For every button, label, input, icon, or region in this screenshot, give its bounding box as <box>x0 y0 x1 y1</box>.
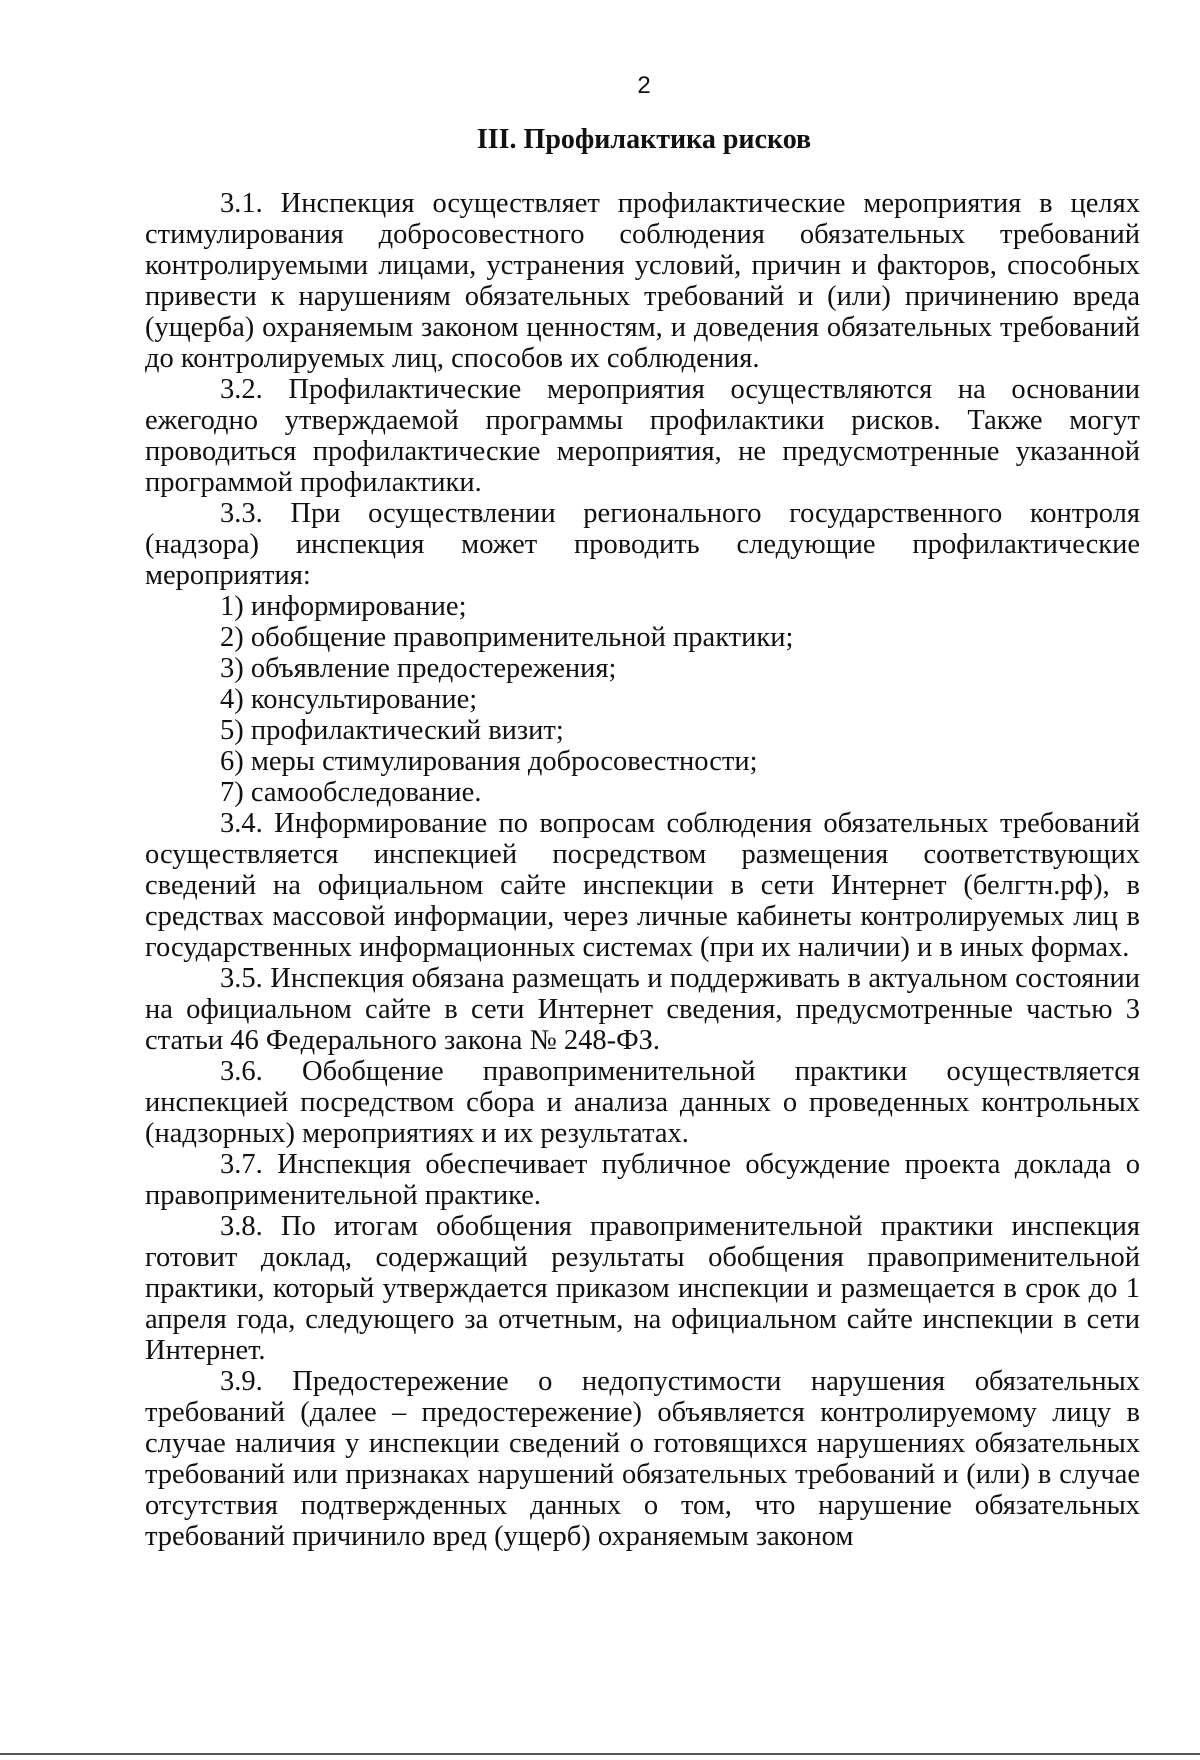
list-item: 4) консультирование; <box>220 684 478 715</box>
paragraph-3-9: 3.9. Предостережение о недопустимости нарушения обязательных требований (далее – предостережение) объявляется контролируемому лицу в случае наличия у инспекции сведений о готовящихся нарушениях обязательных требований или признаках нарушений обязательных требований и (или) в случае отсутствия подтвержденных данных о том, что нарушение обязательных требований причинило вред (ущерб) охраняемым законом <box>145 1366 1140 1552</box>
paragraph-3-7: 3.7. Инспекция обеспечивает публичное обсуждение проекта доклада о правоприменительной практике. <box>145 1149 1140 1211</box>
list-item: 3) объявление предостережения; <box>220 653 617 684</box>
list-item: 5) профилактический визит; <box>220 715 564 746</box>
paragraph-3-8: 3.8. По итогам обобщения правоприменительной практики инспекция готовит доклад, содержащий результаты обобщения правоприменительной практики, который утверждается приказом инспекции и размещается в срок до 1 апреля года, следующего за отчетным, на официальном сайте инспекции в сети Интернет. <box>145 1211 1140 1366</box>
list-item: 2) обобщение правоприменительной практики; <box>220 622 794 653</box>
paragraph-3-4: 3.4. Информирование по вопросам соблюдения обязательных требований осуществляется инспекцией посредством размещения соответствующих сведений на официальном сайте инспекции в сети Интернет (белгтн.рф), в средствах массовой информации, через личные кабинеты контролируемых лиц в государственных информационных системах (при их наличии) и в иных формах. <box>145 808 1140 963</box>
page-number: 2 <box>637 72 651 99</box>
paragraph-3-6: 3.6. Обобщение правоприменительной практики осуществляется инспекцией посредством сбора и анализа данных о проведенных контрольных (надзорных) мероприятиях и их результатах. <box>145 1056 1140 1149</box>
paragraph-3-3: 3.3. При осуществлении регионального государственного контроля (надзора) инспекция может проводить следующие профилактические мероприятия: <box>145 498 1140 591</box>
document-body <box>145 188 1140 1552</box>
section-heading: III. Профилактика рисков <box>476 124 812 155</box>
list-item: 7) самообследование. <box>220 777 482 808</box>
list-item: 6) меры стимулирования добросовестности; <box>220 746 758 777</box>
paragraph-3-1: 3.1. Инспекция осуществляет профилактические мероприятия в целях стимулирования добросовестного соблюдения обязательных требований контролируемыми лицами, устранения условий, причин и факторов, способных привести к нарушениям обязательных требований и (или) причинению вреда (ущерба) охраняемым законом ценностям, и доведения обязательных требований до контролируемых лиц, способов их соблюдения. <box>145 188 1140 374</box>
paragraph-3-5: 3.5. Инспекция обязана размещать и поддерживать в актуальном состоянии на официальном сайте в сети Интернет сведения, предусмотренные частью 3 статьи 46 Федерального закона № 248-ФЗ. <box>145 963 1140 1056</box>
scan-edge-divider <box>0 1753 1200 1755</box>
paragraph-3-2: 3.2. Профилактические мероприятия осуществляются на основании ежегодно утверждаемой программы профилактики рисков. Также могут проводиться профилактические мероприятия, не предусмотренные указанной программой профилактики. <box>145 374 1140 498</box>
list-item: 1) информирование; <box>220 591 467 622</box>
